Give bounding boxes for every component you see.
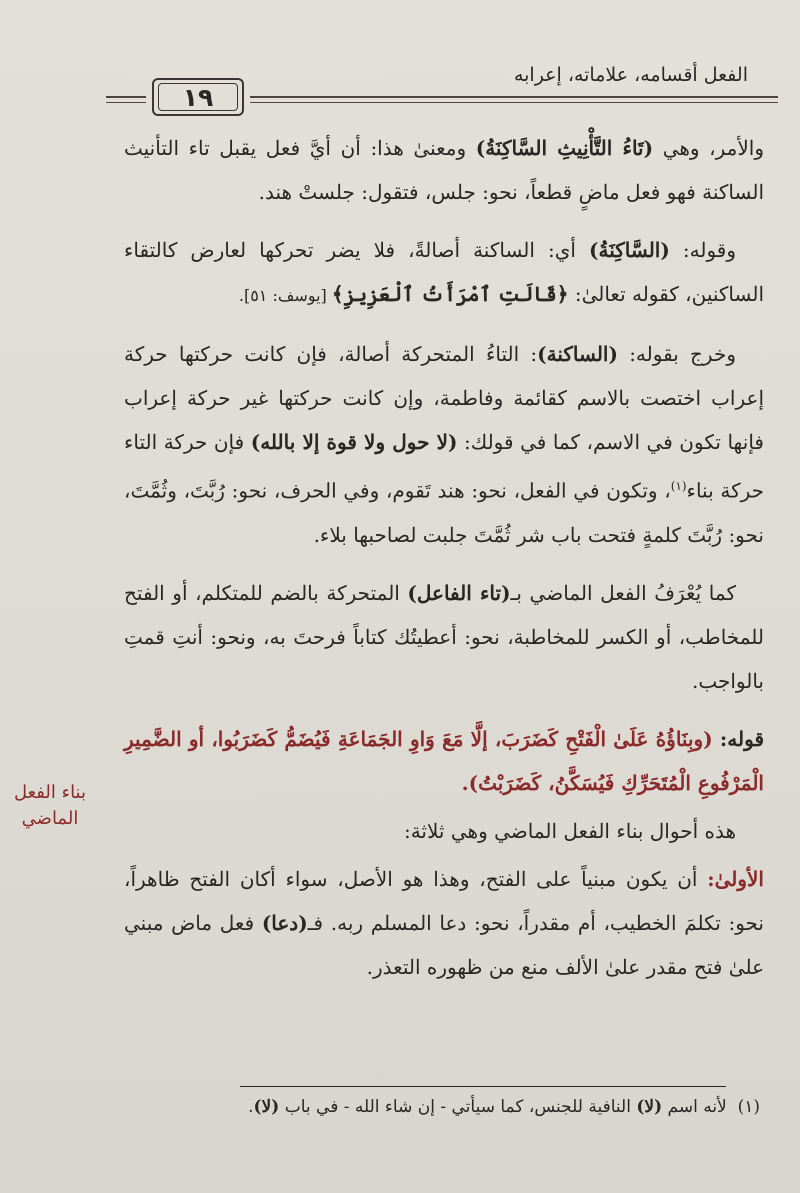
p1-term: (تَاءُ التَّأْنِيثِ السَّاكِنَةُ) bbox=[475, 136, 654, 160]
p3-phrase: (لا حول ولا قوة إلا بالله) bbox=[250, 430, 458, 454]
header-rule-left bbox=[106, 96, 146, 98]
p1-text-a: والأمر، وهي bbox=[653, 136, 765, 160]
p7-heading: الأولىٰ: bbox=[707, 866, 764, 891]
footnote bbox=[140, 1094, 760, 1120]
p5-matn-text: (وبِنَاؤُهُ عَلَىٰ الْفَتْحِ كَضَرَبَ، إلَّا مَعَ وَاوِ الجَمَاعَةِ فَيُضَمُّ كَضَرَبُوا، أو الضَّمِيرِ الْمَرْفُوعِ الْمُتَحَرِّكِ فَيُسَكَّنُ، كَضَرَبْتُ). bbox=[124, 726, 764, 795]
paragraph-1 bbox=[124, 126, 764, 214]
footnote-ref[interactable]: (١) bbox=[670, 479, 687, 493]
quran-verse: ﴿قَالَتِ ٱمْرَأَتُ ٱلْعَزِيزِ﴾ bbox=[331, 282, 569, 306]
p2-term: (السَّاكِنَةُ) bbox=[589, 238, 670, 262]
p4-text-a: كما يُعْرَفُ الفعل الماضي بـ bbox=[510, 580, 736, 605]
footnote-number: (١) bbox=[737, 1097, 760, 1117]
paragraph-4 bbox=[124, 571, 764, 703]
p2-text-a: وقوله: bbox=[669, 238, 736, 262]
page-number: ١٩ bbox=[182, 82, 214, 112]
footnote-text-c: النافية للجنس، كما سيأتي - إن شاء الله - في باب bbox=[279, 1097, 637, 1117]
header-rule-right-thin bbox=[250, 102, 778, 103]
footnote-text-a: لأنه اسم bbox=[662, 1097, 727, 1117]
header-rule-right bbox=[250, 96, 778, 98]
p5-label: قوله: bbox=[719, 726, 764, 751]
p7-text-d: فعل ماض مبني علىٰ فتح مقدر علىٰ الألف منع من ظهوره التعذر. bbox=[124, 910, 764, 979]
p7-term: (دعا) bbox=[261, 910, 308, 935]
page-number-frame bbox=[152, 78, 244, 116]
p1-text-c: ومعنىٰ هذا: أن أيَّ فعل يقبل تاء التأنيث الساكنة فهو فعل ماضٍ قطعاً، نحو: جلس، فتقول: جلستْ هند. bbox=[124, 136, 764, 204]
running-title: الفعل أقسامه، علاماته، إعرابه bbox=[513, 64, 748, 86]
header-rule-left-thin bbox=[106, 102, 146, 103]
p4-text-c: المتحركة بالضم للمتكلم، أو الفتح للمخاطب، أو الكسر للمخاطبة، نحو: أعطيتُك كتاباً فرحتَ به، ونحو: أنتِ قمتِ بالواجب. bbox=[124, 580, 764, 693]
p3-text-c: : التاءُ المتحركة أصالة، فإن كانت حركتها حركة إعراب اختصت بالاسم كقائمة وفاطمة، وإن كانت حركتها غير حركة إعراب فإنها تكون في الاسم، كما في قولك: bbox=[124, 342, 764, 454]
p3-text-e: فإن حركة التاء حركة بناء bbox=[124, 430, 764, 503]
paragraph-3 bbox=[124, 332, 764, 557]
p7-text-b: أن يكون مبنياً على الفتح، وهذا هو الأصل، سواء أكان الفتح ظاهراً، نحو: تكلمَ الخطيب، أم مقدراً، نحو: دعا المسلم ربه. فـ bbox=[124, 866, 765, 935]
p4-term: (تاء الفاعل) bbox=[407, 580, 511, 605]
footnote-term-1: (لا) bbox=[636, 1097, 663, 1117]
p3-text-a: وخرج بقوله: bbox=[617, 342, 736, 366]
page-header bbox=[92, 58, 778, 118]
paragraph-6: هذه أحوال بناء الفعل الماضي وهي ثلاثة: bbox=[403, 818, 736, 843]
body-text bbox=[124, 126, 764, 1003]
verse-reference: [يوسف: ٥١]. bbox=[238, 286, 332, 305]
footnote-text-e: . bbox=[248, 1097, 254, 1117]
margin-note: بناء الفعل الماضي bbox=[13, 782, 87, 829]
p3-term: (الساكنة) bbox=[537, 342, 618, 366]
paragraph-7 bbox=[124, 857, 764, 989]
p2-text-c: أي: الساكنة أصالةً، فلا يضر تحركها لعارض كالتقاء الساكنين، كقوله تعالىٰ: bbox=[124, 238, 764, 306]
footnote-divider bbox=[240, 1086, 726, 1087]
paragraph-2 bbox=[124, 228, 764, 318]
footnote-term-2: (لا) bbox=[253, 1097, 280, 1117]
p3-text-f: ، وتكون في الفعل، نحو: هند تَقوم، وفي الحرف، نحو: رُبَّتَ، وثُمَّتَ، نحو: رُبَّتَ كلمةٍ فتحت باب شر ثُمَّتَ جلبت لصاحبها بلاء. bbox=[124, 478, 764, 547]
paragraph-5-matn bbox=[124, 717, 764, 805]
